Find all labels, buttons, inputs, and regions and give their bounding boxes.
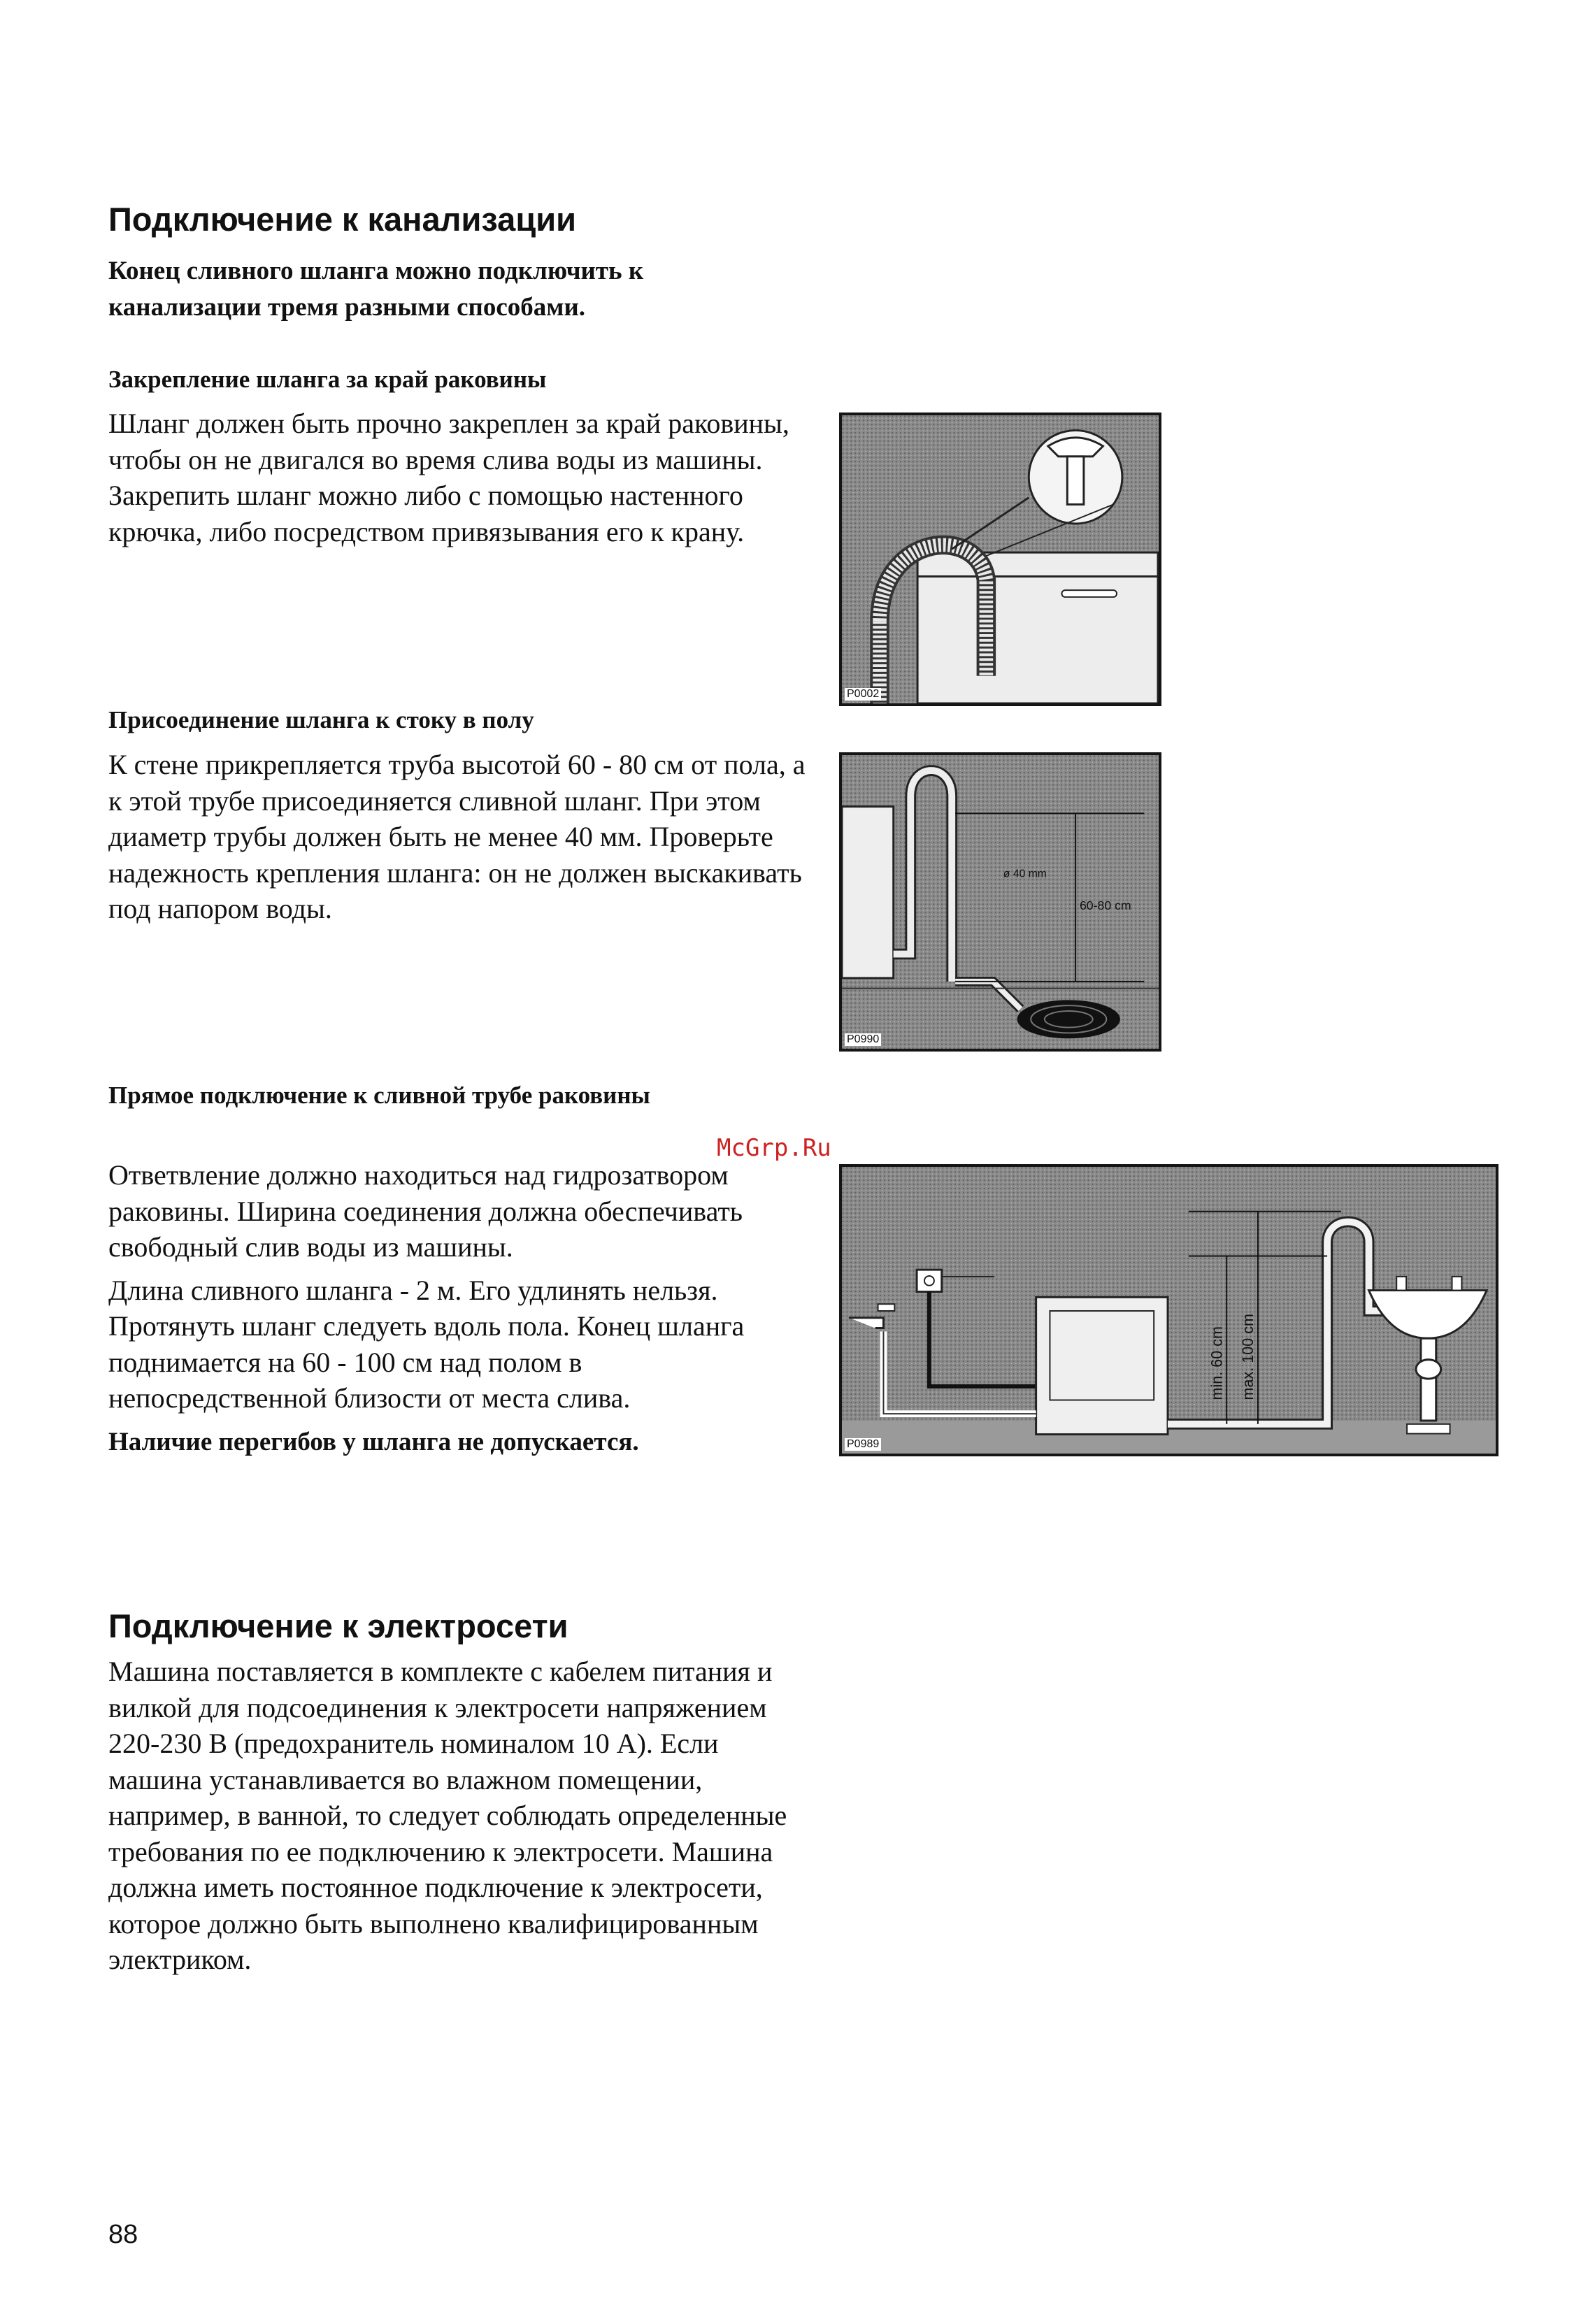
method3-warning: Наличие перегибов у шланга не допускается. xyxy=(108,1427,639,1456)
method1-text: Шланг должен быть прочно закреплен за край раковины, чтобы он не двигался во время слива воды из машины. Закрепить шланг можно либо с помощью настенного крючка, либо посредством привязывания его к крану. xyxy=(108,408,789,547)
method3-text2: Длина сливного шланга - 2 м. Его удлинять нельзя. Протянуть шланг следуеть вдоль пола. Конец шланга поднимается на 60 - 100 см над полом в непосредственной близости от места слива. xyxy=(108,1274,745,1414)
section2-text: Машина поставляется в комплекте с кабелем питания и вилкой для подсоединения к электросети напряжением 220-230 В (предохранитель номиналом 10 А). Если машина устанавливается во влажном помещении, например, в ванной, то следует соблюдать определенные требования по ее подключению к электросети. Машина должна иметь постоянное подключение к электросети, которое должно быть выполнено квалифицированным электриком. xyxy=(108,1656,787,1975)
figure-code: P0002 xyxy=(845,688,881,701)
section-title-drainage: Подключение к канализации xyxy=(108,201,576,238)
label-min-height: min. 60 cm xyxy=(1208,1326,1226,1400)
method2-text: К стене прикрепляется труба высотой 60 - 80 см от пола, а к этой трубе присоединяется сливной шланг. При этом диаметр трубы должен быть не менее 40 мм. Проверьте надежность крепления шланга: он не должен выскакивать под напором воды. xyxy=(108,749,806,924)
figure-floor-drain xyxy=(839,752,1161,1052)
label-diameter: ø 40 mm xyxy=(1003,868,1047,880)
figure-code: P0990 xyxy=(845,1033,881,1046)
method3-text1: Ответвление должно находиться над гидрозатвором раковины. Ширина соединения должна обеспечивать свободный слив воды из машины. xyxy=(108,1159,743,1263)
watermark: McGrp.Ru xyxy=(717,1134,831,1162)
method1-heading: Закрепление шланга за край раковины xyxy=(108,366,547,393)
section-title-electrical: Подключение к электросети xyxy=(108,1607,568,1644)
label-height: 60-80 cm xyxy=(1079,898,1131,912)
figure-sink-siphon xyxy=(839,1164,1498,1456)
page-number: 88 xyxy=(108,2220,138,2249)
label-max-height: max. 100 cm xyxy=(1238,1314,1257,1400)
section-lead: Конец сливного шланга можно подключить к канализации тремя разными способами. xyxy=(108,257,644,322)
method3-heading: Прямое подключение к сливной трубе раковины xyxy=(108,1082,650,1109)
method2-heading: Присоединение шланга к стоку в полу xyxy=(108,706,534,733)
figure-code: P0989 xyxy=(845,1438,881,1451)
figure-sink-edge xyxy=(839,413,1161,706)
